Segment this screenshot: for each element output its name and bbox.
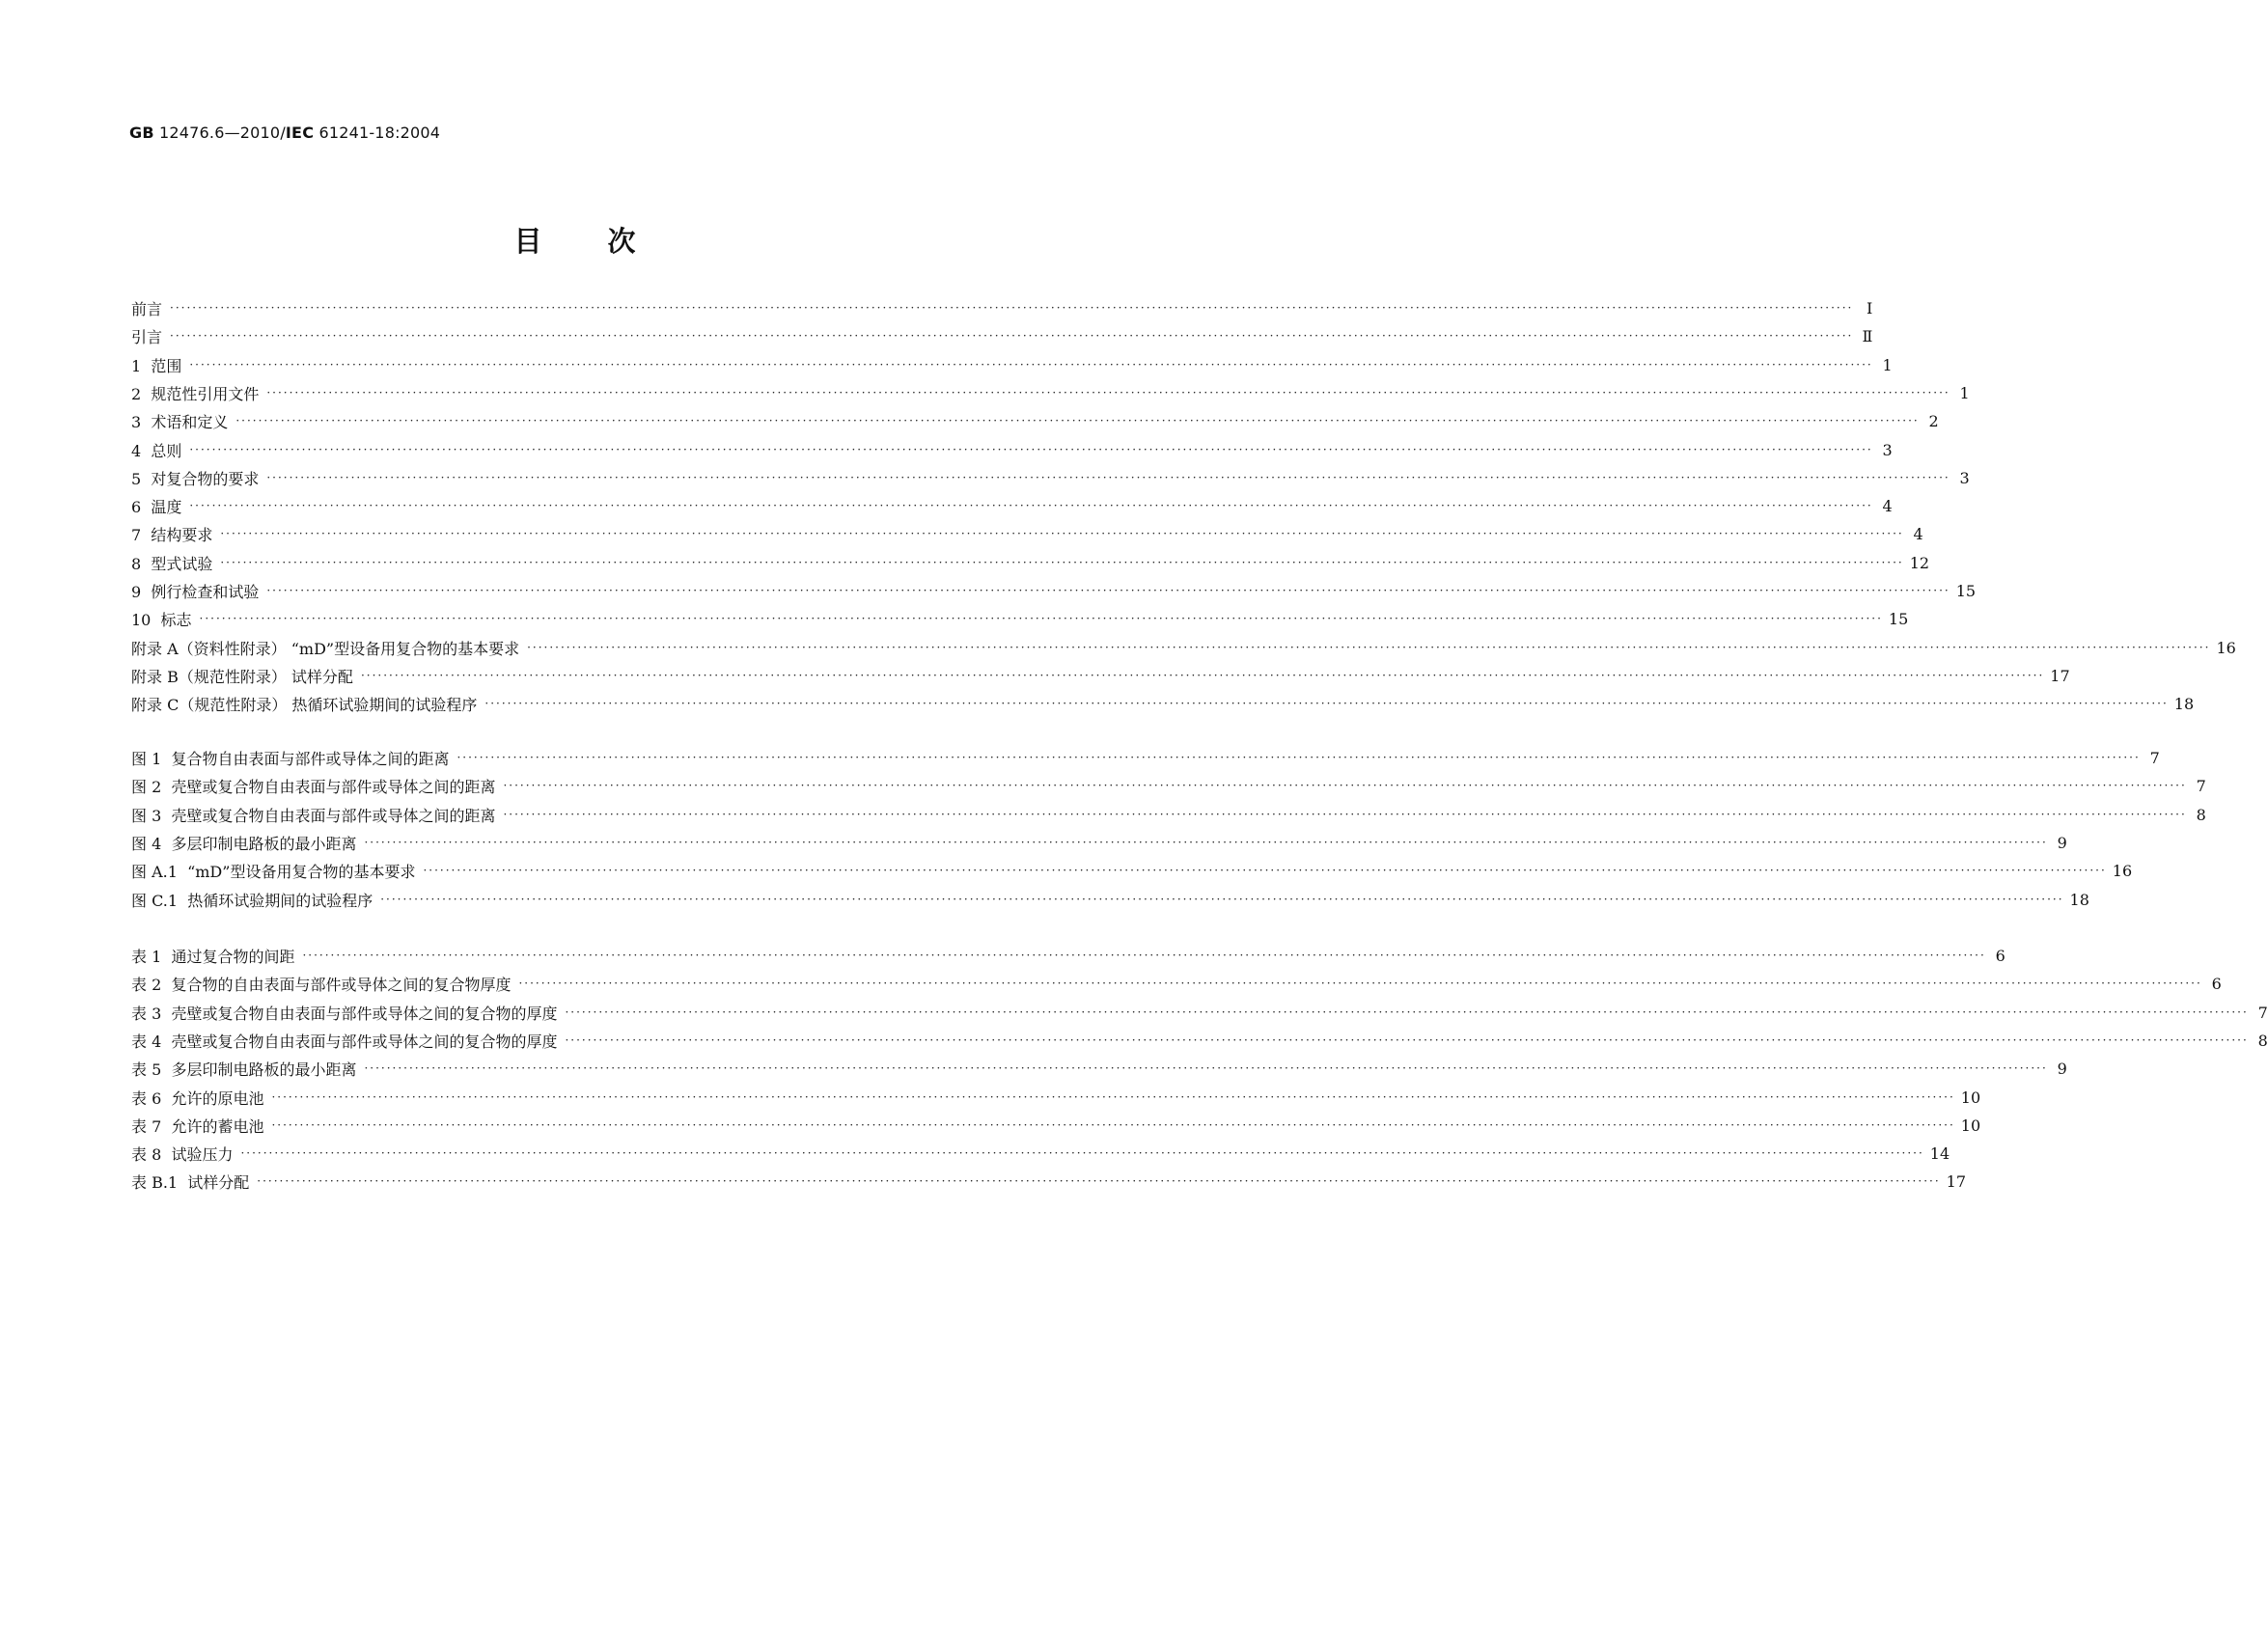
dot-leader: ············································································································································································································································································································	[364, 836, 2048, 849]
toc-entry-page: 1	[1959, 383, 1970, 402]
toc-entry-page: 15	[1888, 609, 1909, 628]
dot-leader: ············································································································································································································································································································	[456, 751, 2141, 764]
dot-leader: ············································································································································································································································································································	[423, 864, 2107, 877]
toc-entry-page: 4	[1913, 524, 1923, 543]
toc-entry-page: 6	[2211, 974, 2222, 993]
toc-entry-section[interactable]	[131, 380, 1970, 405]
dot-leader: ············································································································································································································································································································	[271, 1090, 1955, 1104]
dot-leader: ············································································································································································································································································································	[189, 443, 1873, 456]
toc-entry-label: 5 对复合物的要求	[131, 469, 260, 488]
dot-leader: ············································································································································································································································································································	[360, 669, 2045, 682]
toc-entry-page: 15	[1955, 581, 1977, 600]
toc-entry-page: 10	[1960, 1088, 1981, 1107]
toc-entry-label: 表 8 试验压力	[131, 1144, 234, 1164]
toc-entry-page: 2	[1928, 411, 1939, 430]
dot-leader: ············································································································································································································································································································	[503, 779, 2187, 792]
toc-entry-page: 17	[1946, 1171, 1966, 1191]
toc-entry-label: 9 例行检查和试验	[131, 582, 260, 601]
toc-entry-figure[interactable]	[131, 773, 2206, 798]
toc-entry-section[interactable]	[131, 352, 1893, 377]
toc-entry-figure[interactable]	[131, 830, 2067, 855]
toc-entry-page: 7	[2257, 1003, 2268, 1022]
toc-entry-label: 表 4 壳壁或复合物自由表面与部件或导体之间的复合物的厚度	[131, 1032, 558, 1051]
dot-leader: ············································································································································································································································································································	[220, 556, 1904, 569]
toc-entry-figure[interactable]	[131, 887, 2089, 912]
toc-entry-section[interactable]	[131, 521, 1923, 546]
toc-entry-label: 图 4 多层印制电路板的最小距离	[131, 834, 357, 853]
toc-entry-section[interactable]	[131, 493, 1893, 518]
toc-entry-section[interactable]	[131, 663, 2070, 688]
dot-leader: ············································································································································································································································································································	[189, 499, 1873, 512]
toc-entry-label: 附录 B（规范性附录） 试样分配	[131, 667, 353, 686]
toc-entry-page: 3	[1959, 468, 1970, 487]
toc-entry-page: 1	[1882, 355, 1893, 374]
dot-leader: ············································································································································································································································································································	[266, 386, 1950, 399]
toc-entry-table[interactable]	[131, 1056, 2067, 1081]
toc-entry-table[interactable]	[131, 1000, 2268, 1025]
dot-leader: ············································································································································································································································································································	[302, 949, 1986, 962]
toc-entry-page: 7	[2149, 748, 2160, 767]
dot-leader: ············································································································································································································································································································	[240, 1146, 1924, 1160]
dot-leader: ············································································································································································································································································································	[266, 584, 1950, 597]
toc-entry-page: 9	[2057, 833, 2067, 852]
toc-entry-page: 4	[1882, 496, 1893, 515]
toc-entry-page: Ⅰ	[1867, 298, 1873, 317]
dot-leader: ············································································································································································································································································································	[565, 1033, 2249, 1047]
toc-entry-page: 3	[1882, 440, 1893, 459]
toc-entry-label: 图 1 复合物自由表面与部件或导体之间的距离	[131, 749, 450, 768]
dot-leader: ············································································································································································································································································································	[220, 527, 1904, 540]
dot-leader: ············································································································································································································································································································	[518, 977, 2202, 990]
toc-entry-page: 18	[2173, 694, 2195, 713]
toc-entry-section[interactable]	[131, 578, 1977, 603]
dot-leader: ············································································································································································································································································································	[266, 471, 1950, 484]
dot-leader: ············································································································································································································································································································	[170, 329, 1854, 343]
toc-entry-table[interactable]	[131, 1085, 1981, 1110]
toc-entry-section[interactable]	[131, 437, 1893, 462]
toc-entry-section[interactable]	[131, 465, 1970, 490]
dot-leader: ············································································································································································································································································································	[170, 301, 1854, 315]
toc-entry-label: 表 6 允许的原电池	[131, 1088, 264, 1108]
page-title: 目次	[513, 225, 702, 258]
toc-entry-label: 2 规范性引用文件	[131, 384, 260, 403]
toc-entry-label: 表 B.1 试样分配	[131, 1172, 250, 1192]
toc-entry-page: Ⅱ	[1862, 326, 1873, 345]
dot-leader: ············································································································································································································································································································	[484, 697, 2169, 710]
toc-entry-page: 16	[2216, 638, 2236, 657]
toc-entry-page: 8	[2196, 805, 2206, 824]
toc-entry-section[interactable]	[131, 550, 1930, 575]
toc-entry-page: 16	[2112, 861, 2133, 880]
toc-entry-figure[interactable]	[131, 802, 2206, 827]
dot-leader: ············································································································································································································································································································	[380, 893, 2064, 906]
toc-entry-label: 7 结构要求	[131, 525, 213, 544]
toc-entry-label: 图 C.1 热循环试验期间的试验程序	[131, 891, 373, 910]
toc-entry-page: 9	[2057, 1059, 2067, 1078]
toc-entry-label: 表 2 复合物的自由表面与部件或导体之间的复合物厚度	[131, 975, 512, 994]
gb-prefix: GB	[129, 124, 154, 142]
dot-leader: ············································································································································································································································································································	[235, 414, 1920, 427]
toc-entry-page: 7	[2196, 776, 2206, 795]
dot-leader: ············································································································································································································································································································	[189, 358, 1873, 372]
toc-entry-section[interactable]	[131, 635, 2236, 660]
toc-entry-label: 6 温度	[131, 497, 182, 516]
toc-entry-table[interactable]	[131, 1113, 1981, 1138]
toc-entry-label: 表 1 通过复合物的间距	[131, 947, 295, 966]
toc-entry-label: 引言	[131, 327, 163, 346]
toc-entry-label: 1 范围	[131, 356, 182, 375]
toc-entry-page: 12	[1909, 553, 1930, 572]
toc-entry-table[interactable]	[131, 1141, 1950, 1166]
toc-entry-table[interactable]	[131, 1169, 1966, 1194]
dot-leader: ············································································································································································································································································································	[257, 1174, 1941, 1188]
toc-entry-label: 10 标志	[131, 610, 192, 629]
toc-entry-section[interactable]	[131, 295, 1873, 320]
toc-entry-label: 表 7 允许的蓄电池	[131, 1116, 264, 1136]
toc-entry-section[interactable]	[131, 323, 1873, 348]
toc-entry-page: 18	[2069, 890, 2089, 909]
dot-leader: ············································································································································································································································································································	[199, 612, 1883, 625]
dot-leader: ············································································································································································································································································································	[271, 1118, 1955, 1132]
toc-entry-label: 4 总则	[131, 441, 182, 460]
toc-entry-label: 表 3 壳壁或复合物自由表面与部件或导体之间的复合物的厚度	[131, 1004, 558, 1023]
gb-number: 12476.6—2010/	[159, 124, 286, 142]
toc-entry-section[interactable]	[131, 408, 1939, 433]
toc-entry-page: 6	[1995, 946, 2005, 965]
iec-prefix: IEC	[285, 124, 315, 142]
toc-entry-label: 图 2 壳壁或复合物自由表面与部件或导体之间的距离	[131, 777, 496, 796]
toc-entry-table[interactable]	[131, 943, 2005, 968]
toc-entry-label: 表 5 多层印制电路板的最小距离	[131, 1060, 357, 1079]
dot-leader: ············································································································································································································································································································	[565, 1005, 2249, 1019]
toc-entry-page: 10	[1960, 1115, 1981, 1135]
toc-entry-label: 前言	[131, 299, 163, 318]
toc-entry-label: 附录 C（规范性附录） 热循环试验期间的试验程序	[131, 695, 478, 714]
toc-entry-figure[interactable]	[131, 858, 2133, 883]
toc-entry-page: 8	[2257, 1031, 2268, 1050]
toc-entry-figure[interactable]	[131, 745, 2160, 770]
dot-leader: ············································································································································································································································································································	[503, 808, 2187, 821]
toc-entry-table[interactable]	[131, 1028, 2268, 1053]
toc-entry-page: 14	[1929, 1143, 1950, 1163]
standard-header	[129, 124, 440, 142]
iec-number: 61241-18:2004	[318, 124, 441, 142]
toc-entry-label: 8 型式试验	[131, 554, 213, 573]
dot-leader: ············································································································································································································································································································	[527, 641, 2211, 654]
toc-entry-table[interactable]	[131, 971, 2222, 996]
toc-entry-label: 3 术语和定义	[131, 412, 229, 431]
toc-entry-section[interactable]	[131, 691, 2195, 716]
toc-entry-section[interactable]	[131, 606, 1909, 631]
toc-entry-label: 附录 A（资料性附录） “mD”型设备用复合物的基本要求	[131, 639, 520, 658]
dot-leader: ············································································································································································································································································································	[364, 1061, 2048, 1075]
toc-entry-page: 17	[2050, 666, 2070, 685]
toc-entry-label: 图 A.1 “mD”型设备用复合物的基本要求	[131, 862, 416, 881]
toc-entry-label: 图 3 壳壁或复合物自由表面与部件或导体之间的距离	[131, 806, 496, 825]
